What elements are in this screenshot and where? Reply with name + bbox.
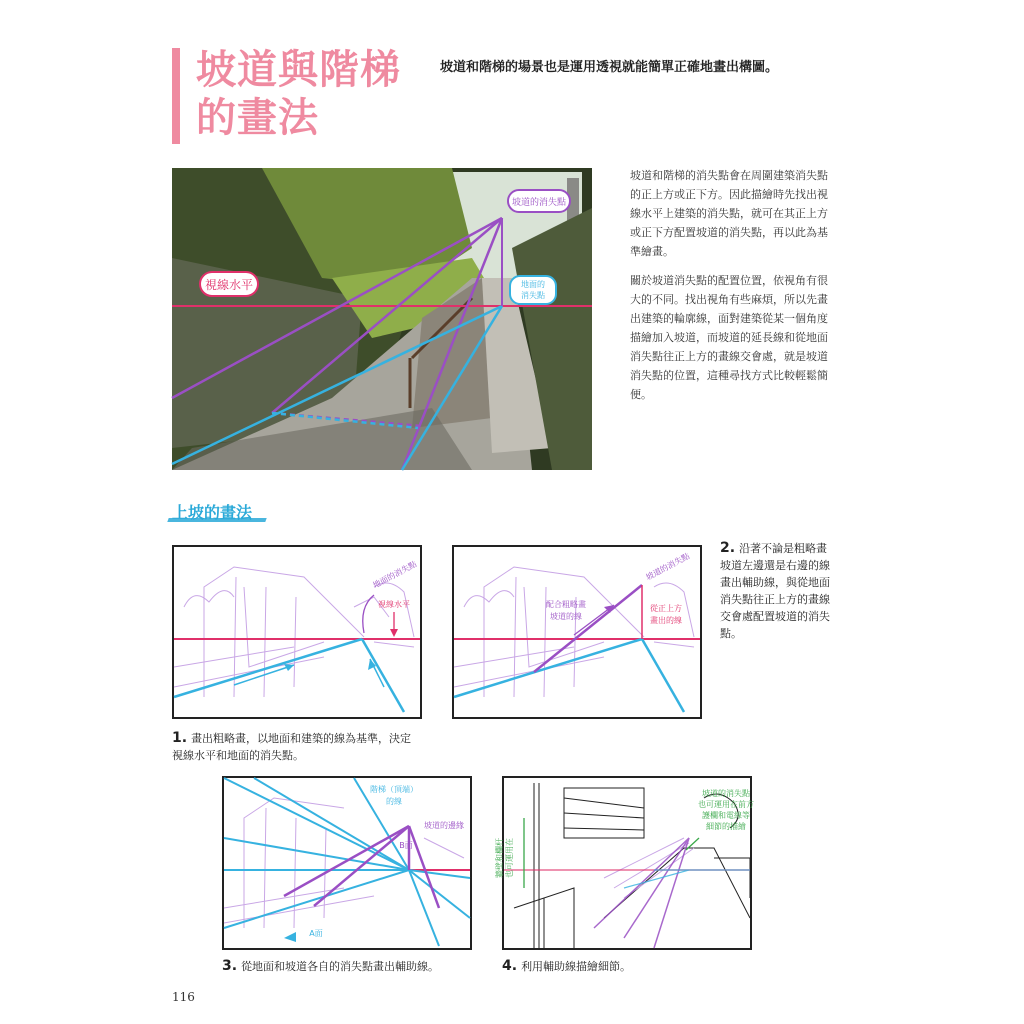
photo-ground-vp-label-1: 地面的 bbox=[521, 280, 545, 289]
stairs-photo bbox=[172, 168, 592, 470]
step3-stair-label-2: 的線 bbox=[386, 797, 402, 806]
page-subtitle: 坡道和階梯的場景也是運用透視就能簡單正確地畫出構圖。 bbox=[440, 60, 779, 75]
step1-drawing bbox=[174, 547, 420, 717]
title-accent-bar bbox=[172, 48, 180, 144]
step2-panel bbox=[452, 545, 702, 719]
title-line2: 的畫法 bbox=[196, 95, 319, 141]
step2-up-label-2: 畫出的線 bbox=[650, 616, 682, 625]
section-heading: 上坡的畫法 bbox=[172, 503, 253, 522]
step3-a-label: A面 bbox=[309, 929, 323, 938]
step3-stair-label-1: 階梯（頂端） bbox=[370, 785, 418, 794]
step4-right-label-1: 坡道的消失點 bbox=[702, 789, 750, 798]
step2-caption bbox=[720, 540, 832, 642]
step2-aux-label-2: 坡道的線 bbox=[550, 612, 582, 621]
photo-ground-vp-label-2: 消失點 bbox=[521, 291, 545, 300]
page-title bbox=[196, 46, 401, 142]
step3-b-label: B面 bbox=[399, 841, 413, 850]
step4-left-label-2: 牆壁和欄杆 bbox=[495, 838, 504, 878]
photo-slope-vp-label: 坡道的消失點 bbox=[511, 198, 567, 208]
step1-caption bbox=[172, 730, 422, 764]
body-paragraph-2: 關於坡道消失點的配置位置，依視角有很大的不同。找出視角有些麻煩，所以先畫出建築的輪廓線，面對建築從某一個角度描繪加入坡道，而坡道的延長線和從地面消失點往正上方的畫線交會處，就是坡道消失點的位置，這種尋找方式比較輕鬆簡便。 bbox=[630, 274, 828, 401]
step2-drawing bbox=[454, 547, 700, 717]
step4-left-label-1: 也可運用在 bbox=[505, 838, 514, 878]
step2-vp-label: 坡道的消失點 bbox=[644, 551, 692, 583]
step3-text: 從地面和坡道各自的消失點畫出輔助線。 bbox=[241, 960, 440, 973]
step3-drawing bbox=[224, 778, 470, 948]
step2-number: 2. bbox=[720, 540, 736, 556]
step2-text: 沿著不論是粗略畫坡道左邊還是右邊的線畫出輔助線，與從地面消失點往正上方的畫線交會處配置坡道的消失點。 bbox=[720, 542, 830, 640]
stairs-photo-illustration bbox=[172, 168, 592, 470]
step2-up-label-1: 從正上方 bbox=[650, 604, 682, 613]
step4-drawing bbox=[495, 778, 754, 948]
body-text bbox=[630, 166, 830, 414]
step4-caption bbox=[502, 958, 762, 975]
photo-horizon-label: 視線水平 bbox=[204, 278, 254, 292]
step1-horizon-label: 視線水平 bbox=[378, 600, 410, 609]
step4-right-label-3: 護欄和電線等 bbox=[702, 811, 750, 820]
step3-caption bbox=[222, 958, 482, 975]
step3-slope-edge-label: 坡道的邊緣 bbox=[424, 821, 464, 830]
step2-aux-label-1: 配合粗略畫 bbox=[546, 600, 586, 609]
title-line1: 坡道與階梯 bbox=[196, 47, 401, 93]
step4-panel bbox=[495, 776, 754, 950]
step4-number: 4. bbox=[502, 958, 518, 974]
step4-right-label-4: 細節的描繪 bbox=[706, 822, 746, 831]
step1-text: 畫出粗略畫，以地面和建築的線為基準，決定視線水平和地面的消失點。 bbox=[172, 732, 412, 762]
page-number: 116 bbox=[172, 990, 195, 1004]
step4-text: 利用輔助線描繪細節。 bbox=[521, 960, 632, 973]
step4-right-label-2: 也可運用在前方 bbox=[698, 800, 754, 809]
step1-vp-label: 地面的消失點 bbox=[371, 559, 419, 591]
step3-number: 3. bbox=[222, 958, 238, 974]
step3-panel bbox=[222, 776, 472, 950]
step1-panel bbox=[172, 545, 422, 719]
step1-number: 1. bbox=[172, 730, 188, 746]
body-paragraph-1: 坡道和階梯的消失點會在周圍建築消失點的正上方或正下方。因此描繪時先找出視線水平上建築的消失點，就可在其正上方或正下方配置坡道的消失點，再以此為基準繪畫。 bbox=[630, 169, 828, 258]
